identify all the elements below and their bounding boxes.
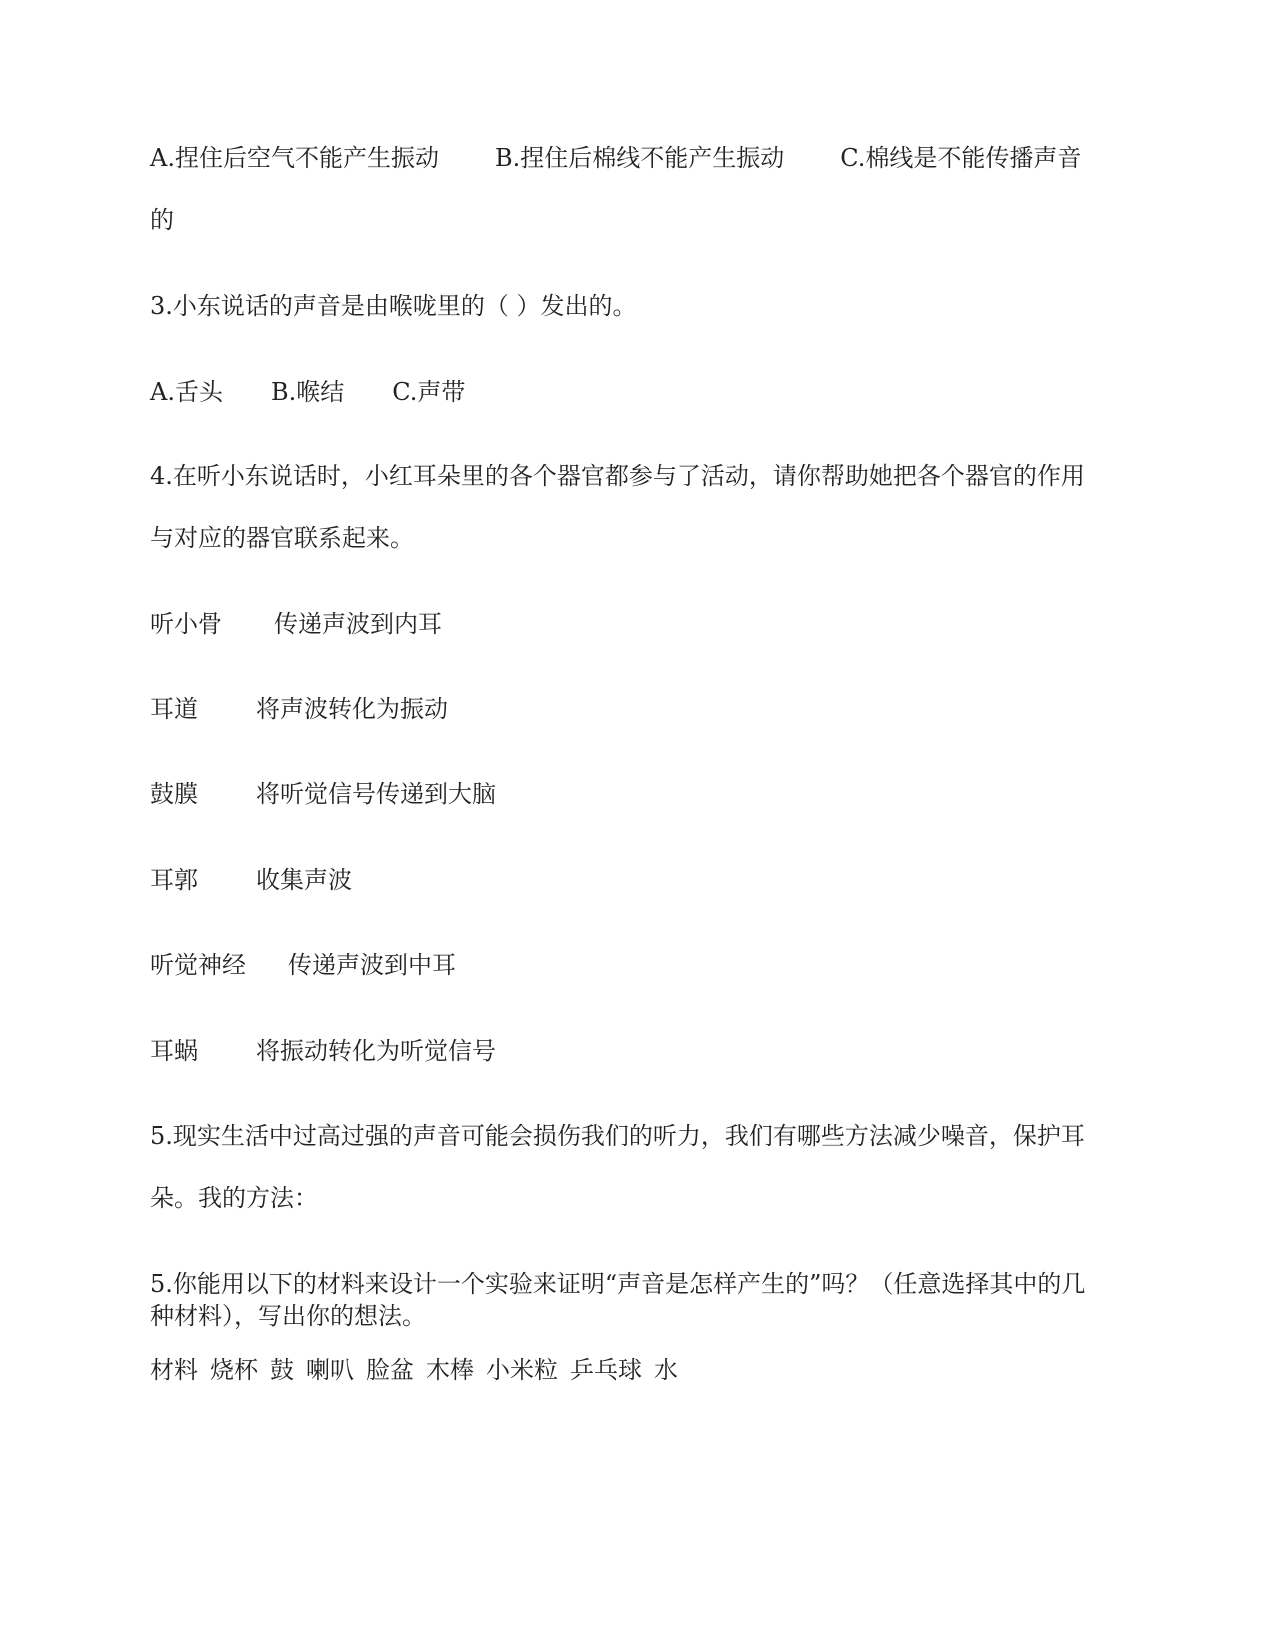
q4-pair-row xyxy=(150,864,352,896)
q4-organ: 听小骨 xyxy=(150,610,222,638)
material-item: 脸盆 xyxy=(366,1356,414,1384)
q4-pair-row xyxy=(150,949,456,981)
q2-option-c: C.棉线是不能传播声音 xyxy=(840,144,1082,172)
q4-pair-row xyxy=(150,778,496,810)
material-item: 乒乓球 xyxy=(570,1356,642,1384)
q3-options-row xyxy=(150,376,465,408)
q5b-question-line2: 种材料），写出你的想法。 xyxy=(150,1302,426,1330)
q5b-materials-row xyxy=(150,1354,678,1386)
q3-option-a: A.舌头 xyxy=(150,378,223,406)
q3-option-b: B.喉结 xyxy=(270,378,345,406)
q4-question-line1: 4.在听小东说话时，小红耳朵里的各个器官都参与了活动，请你帮助她把各个器官的作用 xyxy=(150,462,1085,490)
material-item: 鼓 xyxy=(270,1356,294,1384)
material-item: 烧杯 xyxy=(210,1356,258,1384)
q4-function: 收集声波 xyxy=(256,866,352,894)
q3-option-c: C.声带 xyxy=(392,378,466,406)
q4-pair-row xyxy=(150,693,448,725)
q4-function: 传递声波到中耳 xyxy=(288,951,456,979)
q4-organ: 听觉神经 xyxy=(150,951,246,979)
q5a-question-line1: 5.现实生活中过高过强的声音可能会损伤我们的听力，我们有哪些方法减少噪音，保护耳 xyxy=(150,1122,1085,1150)
q4-organ: 耳郭 xyxy=(150,866,198,894)
q4-function: 将听觉信号传递到大脑 xyxy=(256,780,496,808)
q5b-question-line1: 5.你能用以下的材料来设计一个实验来证明“声音是怎样产生的”吗？（任意选择其中的几 xyxy=(150,1270,1086,1298)
q4-function: 传递声波到内耳 xyxy=(274,610,442,638)
q3-question: 3.小东说话的声音是由喉咙里的（ ）发出的。 xyxy=(150,292,637,320)
q4-function: 将振动转化为听觉信号 xyxy=(256,1037,496,1065)
q4-organ: 耳道 xyxy=(150,695,198,723)
q2-option-c-wrap: 的 xyxy=(150,206,174,234)
materials-label: 材料 xyxy=(150,1356,198,1384)
material-item: 小米粒 xyxy=(486,1356,558,1384)
material-item: 喇叭 xyxy=(306,1356,354,1384)
q2-options-row xyxy=(150,142,1081,174)
q4-organ: 鼓膜 xyxy=(150,780,198,808)
material-item: 木棒 xyxy=(426,1356,474,1384)
q4-question-line2: 与对应的器官联系起来。 xyxy=(150,524,414,552)
q4-function: 将声波转化为振动 xyxy=(256,695,448,723)
q4-pair-row xyxy=(150,608,442,640)
q4-pair-row xyxy=(150,1035,496,1067)
q2-option-a: A.捏住后空气不能产生振动 xyxy=(150,144,439,172)
q4-organ: 耳蜗 xyxy=(150,1037,198,1065)
q5a-question-line2: 朵。我的方法： xyxy=(150,1184,318,1212)
material-item: 水 xyxy=(654,1356,678,1384)
q2-option-b: B.捏住后棉线不能产生振动 xyxy=(494,144,785,172)
